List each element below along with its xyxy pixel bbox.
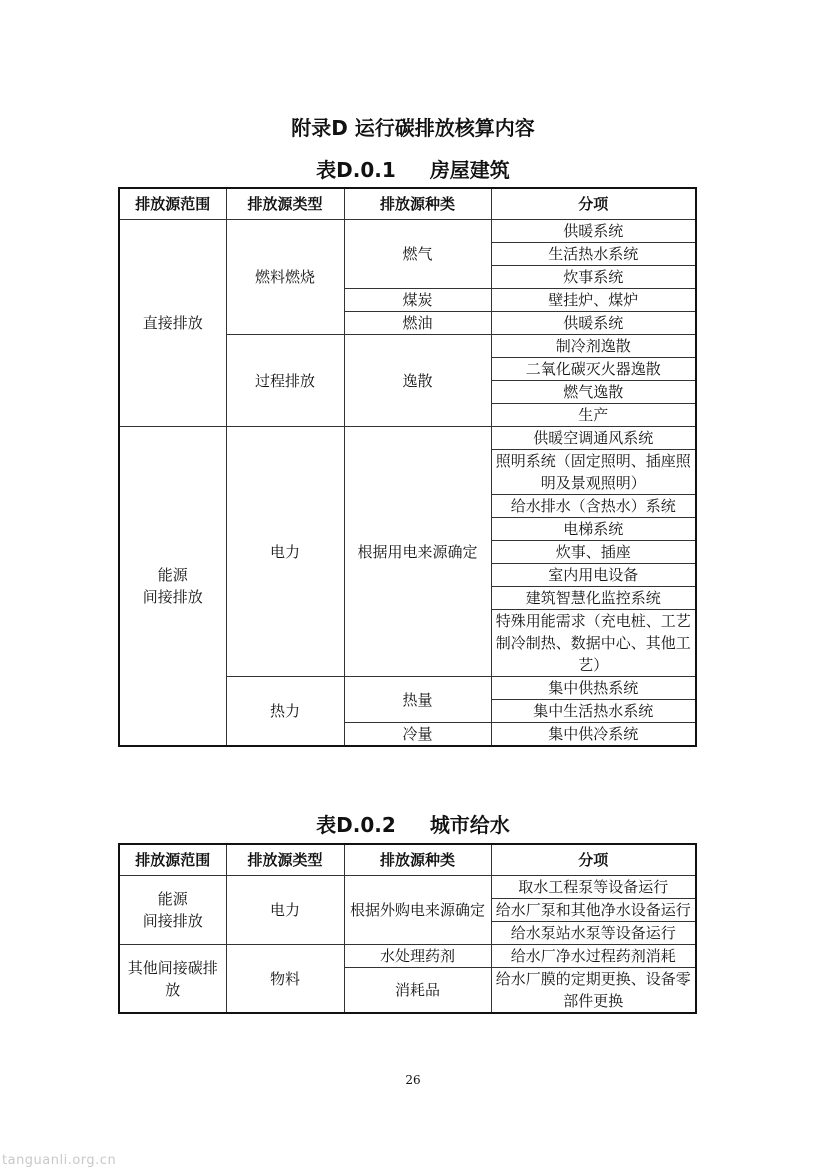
type-electricity: 电力 [226,427,344,677]
scope-indirect [119,876,226,945]
scope-indirect [119,427,226,747]
scope-indirect-line1: 能源 [157,566,188,584]
table1-caption-title: 房屋建筑 [429,158,510,182]
item-cell: 集中生活热水系统 [491,700,696,723]
item-cell: 生产 [491,404,696,427]
type-heat: 热力 [226,677,344,747]
kind-oil: 燃油 [344,312,491,335]
watermark: tanguanli.org.cn [2,1153,117,1168]
appendix-title: 附录D 运行碳排放核算内容 [291,116,535,140]
item-cell: 供暖系统 [491,220,696,243]
kind-fugitive: 逸散 [344,335,491,427]
item-cell: 照明系统（固定照明、插座照明及景观照明） [491,450,696,495]
kind-cold-quantity: 冷量 [344,723,491,747]
item-cell: 壁挂炉、煤炉 [491,289,696,312]
item-cell: 室内用电设备 [491,564,696,587]
item-cell: 电梯系统 [491,518,696,541]
scope-indirect-line2: 间接排放 [142,912,203,930]
item-cell: 燃气逸散 [491,381,696,404]
item-cell: 集中供冷系统 [491,723,696,747]
table2-caption [0,809,826,838]
kind-electricity-source: 根据外购电来源确定 [344,876,491,945]
item-cell: 给水泵站水泵等设备运行 [491,922,696,945]
item-cell: 给水厂膜的定期更换、设备零部件更换 [491,968,696,1014]
header-scope: 排放源范围 [119,844,226,876]
type-electricity: 电力 [226,876,344,945]
table2-caption-number: 表D.0.2 [316,813,396,837]
header-scope: 排放源范围 [119,188,226,220]
item-cell: 制冷剂逸散 [491,335,696,358]
table-row [119,220,696,243]
kind-consumables: 消耗品 [344,968,491,1014]
header-type: 排放源类型 [226,188,344,220]
header-item: 分项 [491,844,696,876]
water-supply-emission-table [118,843,697,1014]
header-type: 排放源类型 [226,844,344,876]
table-header-row [119,844,696,876]
item-cell: 供暖系统 [491,312,696,335]
item-cell: 生活热水系统 [491,243,696,266]
type-combustion: 燃料燃烧 [226,220,344,335]
item-cell: 炊事、插座 [491,541,696,564]
kind-chemicals: 水处理药剂 [344,945,491,968]
table1-caption-number: 表D.0.1 [316,158,396,182]
kind-coal: 煤炭 [344,289,491,312]
header-kind: 排放源种类 [344,188,491,220]
kind-electricity-source: 根据用电来源确定 [344,427,491,677]
item-cell: 炊事系统 [491,266,696,289]
scope-direct: 直接排放 [119,220,226,427]
header-kind: 排放源种类 [344,844,491,876]
item-cell: 供暖空调通风系统 [491,427,696,450]
scope-indirect-line2: 间接排放 [142,588,203,606]
item-cell: 取水工程泵等设备运行 [491,876,696,899]
item-cell: 给水排水（含热水）系统 [491,495,696,518]
type-process: 过程排放 [226,335,344,427]
page-number: 26 [405,1073,421,1087]
scope-indirect-line1: 能源 [157,890,188,908]
kind-gas: 燃气 [344,220,491,289]
item-cell: 建筑智慧化监控系统 [491,587,696,610]
item-cell: 集中供热系统 [491,677,696,700]
table-row [119,945,696,968]
table-row [119,427,696,450]
scope-other-indirect: 其他间接碳排放 [119,945,226,1014]
kind-heat-quantity: 热量 [344,677,491,723]
item-cell: 特殊用能需求（充电桩、工艺制冷制热、数据中心、其他工艺） [491,610,696,677]
table2-caption-title: 城市给水 [429,813,510,837]
table1-caption [0,154,826,183]
table-row [119,876,696,899]
table-header-row [119,188,696,220]
item-cell: 二氧化碳灭火器逸散 [491,358,696,381]
type-materials: 物料 [226,945,344,1014]
header-item: 分项 [491,188,696,220]
building-emission-table [118,187,697,747]
item-cell: 给水厂泵和其他净水设备运行 [491,899,696,922]
item-cell: 给水厂净水过程药剂消耗 [491,945,696,968]
